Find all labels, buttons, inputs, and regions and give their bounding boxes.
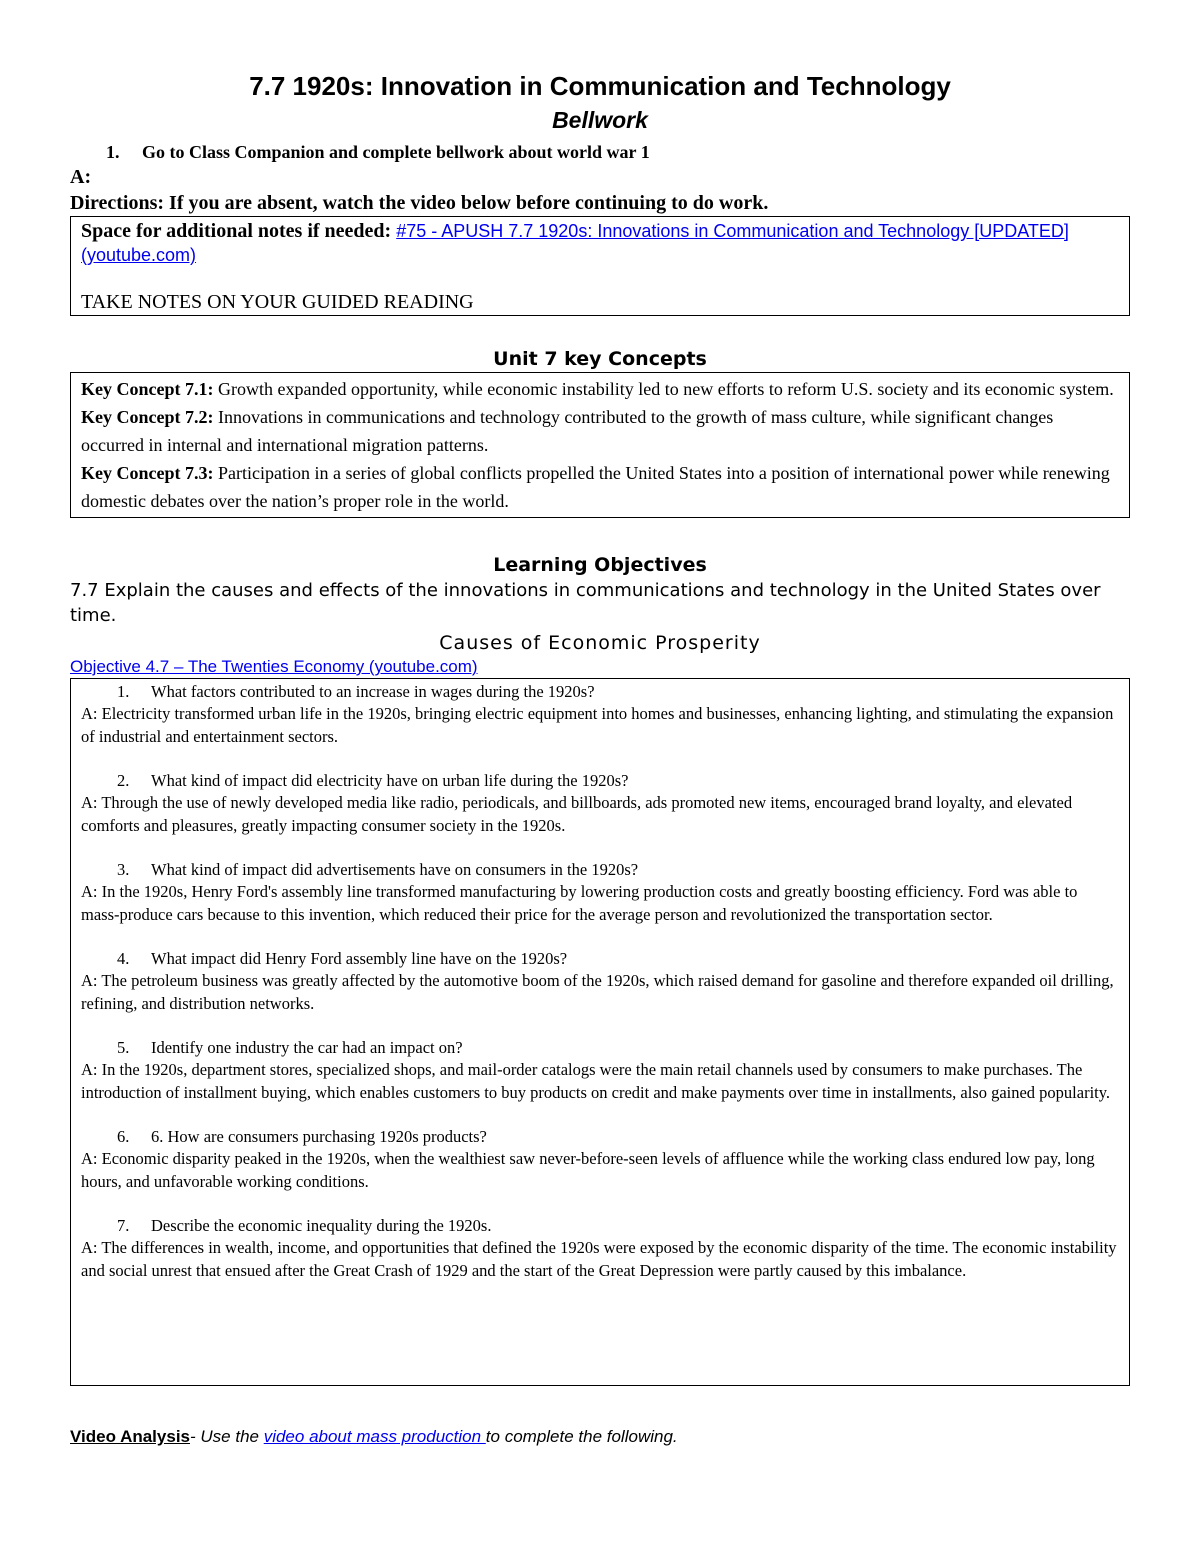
qa-box	[70, 678, 1130, 1386]
qa-question	[117, 770, 1119, 792]
qa-question-text: 6. How are consumers purchasing 1920s products?	[151, 1127, 487, 1146]
notes-box	[70, 216, 1130, 316]
video-analysis-post: to complete the following.	[485, 1427, 678, 1446]
video-analysis-label: Video Analysis	[70, 1427, 190, 1446]
qa-number: 2.	[117, 771, 130, 790]
qa-question	[117, 681, 1119, 703]
qa-question-text: What kind of impact did electricity have on urban life during the 1920s?	[151, 771, 629, 790]
qa-question	[117, 1037, 1119, 1059]
key-concept-label: Key Concept 7.3:	[81, 463, 214, 483]
qa-item	[81, 681, 1119, 748]
video-analysis-line	[70, 1426, 1130, 1448]
learning-objective-text: 7.7 Explain the causes and effects of the innovations in communications and technology in the United States over time.	[70, 580, 1101, 626]
qa-question	[117, 859, 1119, 881]
key-concept-label: Key Concept 7.2:	[81, 407, 214, 427]
qa-question-text: What kind of impact did advertisements have on consumers in the 1920s?	[151, 860, 639, 879]
qa-item	[81, 1037, 1119, 1104]
qa-item	[81, 1126, 1119, 1193]
bellwork-item-number: 1.	[106, 142, 120, 162]
qa-number: 6.	[117, 1127, 130, 1146]
qa-number: 5.	[117, 1038, 130, 1057]
learning-objectives-heading: Learning Objectives	[493, 554, 707, 576]
qa-question	[117, 1215, 1119, 1237]
qa-question	[117, 1126, 1119, 1148]
bellwork-item	[106, 140, 1130, 164]
causes-heading: Causes of Economic Prosperity	[439, 632, 761, 654]
qa-answer: A: The differences in wealth, income, and opportunities that defined the 1920s were exposed by the economic disparity of the time. The economic instability and social unrest that ensued after the Great Crash of 1929 and the start of the Great Depression were partly caused by this imbalance.	[81, 1238, 1117, 1280]
qa-answer: A: In the 1920s, Henry Ford's assembly line transformed manufacturing by lowering production costs and greatly boosting efficiency. Ford was able to mass-produce cars because to this invention, which reduced their price for the average person and revolutionized the transportation sector.	[81, 882, 1078, 924]
qa-number: 7.	[117, 1216, 130, 1235]
document-page	[70, 70, 1130, 1448]
qa-answer: A: The petroleum business was greatly affected by the automotive boom of the 1920s, which raised demand for gasoline and therefore expanded oil drilling, refining, and distribution networks.	[81, 971, 1114, 1013]
qa-answer: A: Through the use of newly developed media like radio, periodicals, and billboards, ads promoted new items, encouraged brand loyalty, and elevated comforts and pleasures, greatly impacting consumer society in the 1920s.	[81, 793, 1073, 835]
video-analysis-dash: -	[190, 1427, 201, 1446]
qa-answer: A: In the 1920s, department stores, specialized shops, and mail-order catalogs were the main retail channels used by consumers to make purchases. The introduction of installment buying, which enables customers to buy products on credit and make payments over time in installments, also gained popularity.	[81, 1060, 1111, 1102]
key-concepts-heading: Unit 7 key Concepts	[493, 348, 707, 370]
page-title: 7.7 1920s: Innovation in Communication and Technology	[249, 71, 951, 101]
qa-question	[117, 948, 1119, 970]
video-analysis-pre: Use the	[200, 1427, 264, 1446]
mass-production-video-link[interactable]: video about mass production	[263, 1427, 486, 1446]
apush-video-link[interactable]: #75 - APUSH 7.7 1920s: Innovations in Communication and Technology [UPDATED] (youtube.com)	[81, 221, 1069, 265]
qa-item	[81, 1215, 1119, 1282]
twenties-economy-link[interactable]: Objective 4.7 – The Twenties Economy (youtube.com)	[70, 657, 478, 676]
qa-number: 1.	[117, 682, 130, 701]
qa-answer: A: Economic disparity peaked in the 1920s, when the wealthiest saw never-before-seen levels of affluence while the working class endured low pay, long hours, and unfavorable working conditions.	[81, 1149, 1095, 1191]
key-concept-item	[81, 375, 1119, 403]
directions-text: Directions: If you are absent, watch the video below before continuing to do work.	[70, 192, 769, 214]
qa-question-text: Describe the economic inequality during the 1920s.	[151, 1216, 492, 1235]
qa-question-text: What impact did Henry Ford assembly line have on the 1920s?	[151, 949, 568, 968]
qa-answer: A: Electricity transformed urban life in the 1920s, bringing electric equipment into homes and businesses, enhancing lighting, and stimulating the expansion of industrial and entertainment sectors.	[81, 704, 1114, 746]
page-subtitle: Bellwork	[552, 107, 648, 133]
qa-question-text: What factors contributed to an increase in wages during the 1920s?	[151, 682, 595, 701]
qa-item	[81, 859, 1119, 926]
notes-line	[81, 219, 1119, 267]
key-concept-item	[81, 459, 1119, 515]
qa-question-text: Identify one industry the car had an impact on?	[151, 1038, 463, 1057]
bellwork-answer-label: A:	[70, 166, 92, 188]
notes-label: Space for additional notes if needed:	[81, 220, 392, 242]
qa-number: 3.	[117, 860, 130, 879]
key-concept-label: Key Concept 7.1:	[81, 379, 214, 399]
take-notes-text: TAKE NOTES ON YOUR GUIDED READING	[81, 291, 474, 313]
qa-item	[81, 770, 1119, 837]
qa-number: 4.	[117, 949, 130, 968]
key-concept-text: Participation in a series of global conflicts propelled the United States into a position of international power while renewing domestic debates over the nation’s proper role in the world.	[81, 463, 1110, 511]
bellwork-item-text: Go to Class Companion and complete bellwork about world war 1	[142, 142, 650, 162]
key-concept-text: Innovations in communications and technology contributed to the growth of mass culture, while significant changes occurred in internal and international migration patterns.	[81, 407, 1054, 455]
key-concept-item	[81, 403, 1119, 459]
qa-item	[81, 948, 1119, 1015]
key-concepts-box	[70, 372, 1130, 518]
key-concept-text: Growth expanded opportunity, while economic instability led to new efforts to reform U.S. society and its economic system.	[213, 379, 1114, 399]
